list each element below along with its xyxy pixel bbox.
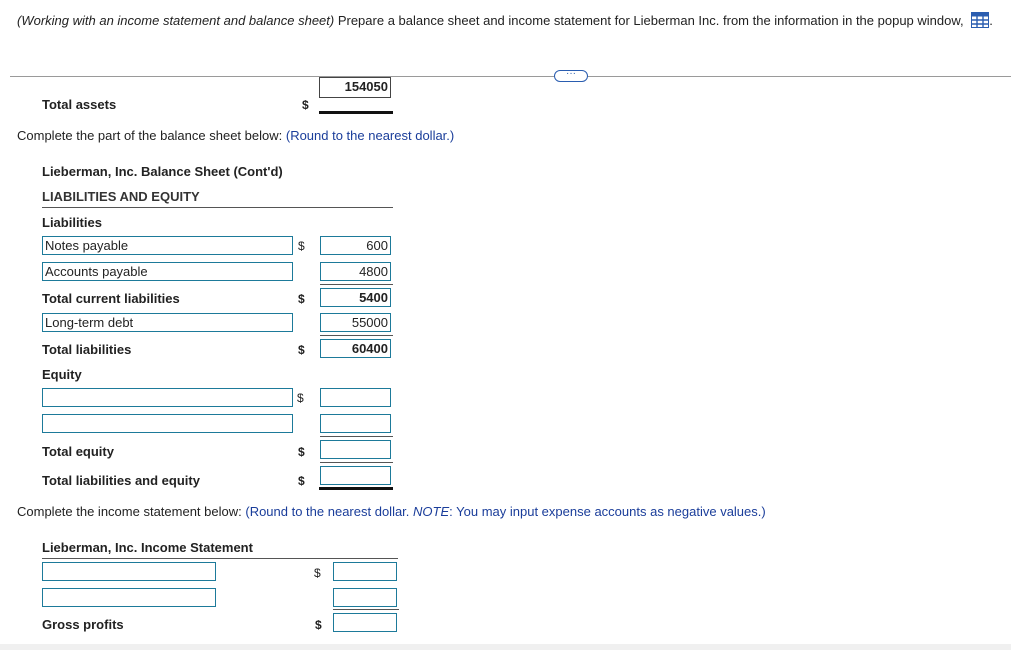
- income-row2-value-field[interactable]: [333, 588, 397, 607]
- accounts-payable-label-field[interactable]: Accounts payable: [42, 262, 293, 281]
- section-heading: LIABILITIES AND EQUITY: [42, 189, 200, 204]
- equity-row1-dollar: $: [297, 391, 304, 405]
- income-row1-dollar: $: [314, 566, 321, 580]
- balance-instruction-text: Complete the part of the balance sheet below:: [17, 128, 283, 143]
- total-assets-field[interactable]: 154050: [319, 77, 391, 98]
- income-note-emphasis: NOTE: [413, 504, 450, 519]
- total-assets-field-clip: [319, 79, 391, 109]
- total-liabilities-dollar: $: [298, 343, 305, 357]
- section-divider: [10, 76, 1011, 77]
- balance-sheet-title: Lieberman, Inc. Balance Sheet (Cont'd): [42, 164, 283, 179]
- total-liabilities-equity-label: Total liabilities and equity: [42, 473, 200, 488]
- balance-instruction-note: (Round to the nearest dollar.): [285, 128, 455, 143]
- income-note-part-b: : You may input expense accounts as negative values.): [449, 504, 766, 519]
- total-liabilities-field[interactable]: 60400: [320, 339, 391, 358]
- long-term-debt-value-field[interactable]: 55000: [320, 313, 391, 332]
- gross-profits-dollar: $: [315, 618, 322, 632]
- accounts-payable-value-field[interactable]: 4800: [320, 262, 391, 281]
- notes-payable-value-field[interactable]: 600: [320, 236, 391, 255]
- total-current-liabilities-dollar: $: [298, 292, 305, 306]
- section-rule: [42, 207, 393, 208]
- total-equity-dollar: $: [298, 445, 305, 459]
- income-instruction-text: Complete the income statement below:: [17, 504, 242, 519]
- subtotal-rule: [320, 335, 393, 336]
- equity-row1-value-field[interactable]: [320, 388, 391, 407]
- notes-payable-label-field[interactable]: Notes payable: [42, 236, 293, 255]
- total-liabilities-label: Total liabilities: [42, 342, 132, 357]
- prompt-topic: (Working with an income statement and balance sheet): [17, 13, 335, 28]
- gross-profits-label: Gross profits: [42, 617, 124, 632]
- subtotal-rule: [320, 436, 393, 437]
- notes-payable-dollar: $: [298, 239, 305, 253]
- equity-row2-label-field[interactable]: [42, 414, 293, 433]
- prompt-text: Prepare a balance sheet and income statement for Lieberman Inc. from the information in the popup window,: [334, 13, 964, 28]
- gross-profits-field[interactable]: [333, 613, 397, 632]
- double-rule: [319, 487, 393, 490]
- prompt-suffix: .: [989, 13, 993, 28]
- income-row1-value-field[interactable]: [333, 562, 397, 581]
- income-row2-label-field[interactable]: [42, 588, 216, 607]
- income-instruction-note: [245, 504, 765, 519]
- total-liabilities-equity-field[interactable]: [320, 466, 391, 485]
- total-assets-dollar: $: [302, 98, 309, 112]
- subtotal-rule: [320, 462, 393, 463]
- question-prompt: [17, 12, 993, 31]
- income-row1-label-field[interactable]: [42, 562, 216, 581]
- income-statement-title: Lieberman, Inc. Income Statement: [42, 540, 253, 555]
- total-current-liabilities-label: Total current liabilities: [42, 291, 180, 306]
- total-assets-double-rule: [319, 111, 393, 114]
- balance-instruction: [17, 128, 454, 143]
- subtotal-rule: [333, 609, 399, 610]
- income-title-rule: [42, 558, 398, 559]
- total-equity-field[interactable]: [320, 440, 391, 459]
- total-liabilities-equity-dollar: $: [298, 474, 305, 488]
- equity-row1-label-field[interactable]: [42, 388, 293, 407]
- scroll-edge: [0, 644, 1011, 650]
- income-instruction: [17, 504, 766, 519]
- subtotal-rule: [320, 284, 393, 285]
- income-note-part-a: (Round to the nearest dollar.: [245, 504, 410, 519]
- table-grid-icon[interactable]: [971, 12, 989, 31]
- equity-row2-value-field[interactable]: [320, 414, 391, 433]
- total-current-liabilities-field[interactable]: 5400: [320, 288, 391, 307]
- long-term-debt-label-field[interactable]: Long-term debt: [42, 313, 293, 332]
- equity-heading: Equity: [42, 367, 82, 382]
- liabilities-heading: Liabilities: [42, 215, 102, 230]
- ellipsis-icon[interactable]: ···: [554, 70, 588, 82]
- total-assets-label: Total assets: [42, 97, 117, 112]
- total-equity-label: Total equity: [42, 444, 114, 459]
